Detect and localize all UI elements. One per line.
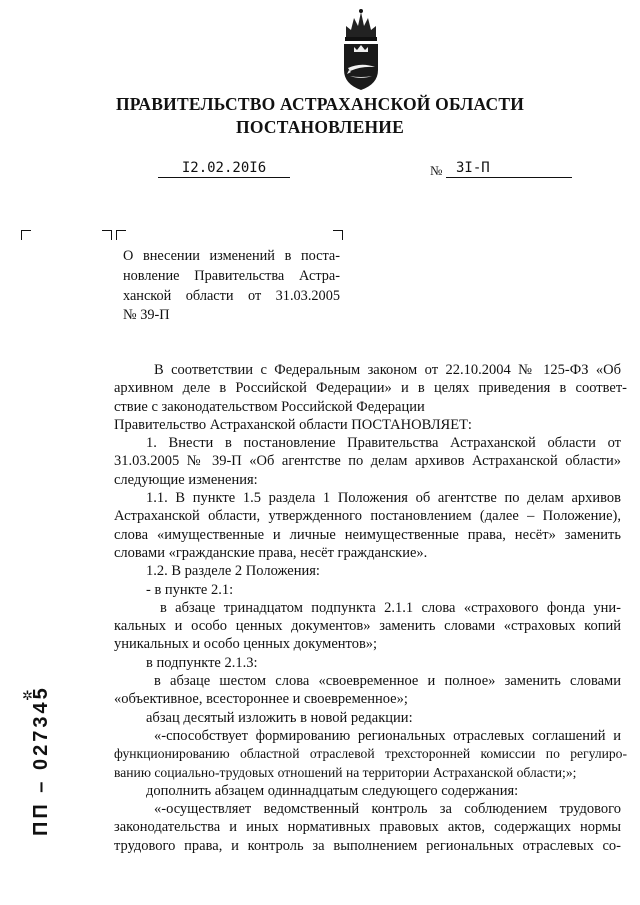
- body-line: ванию социально-трудовых отношений на территории Астраханской области;»;: [114, 764, 577, 780]
- body-line: в подпункте 2.1.3:: [146, 654, 258, 671]
- body-line: следующие изменения:: [114, 471, 258, 488]
- subject-line: О внесении изменений в поста-: [123, 248, 340, 264]
- body-line: трудового права, и контроль за выполнением региональных отраслевых со-: [114, 837, 621, 854]
- government-title: ПРАВИТЕЛЬСТВО АСТРАХАНСКОЙ ОБЛАСТИ: [115, 94, 525, 114]
- corner-mark: [116, 230, 126, 240]
- document-type: ПОСТАНОВЛЕНИЕ: [236, 117, 404, 137]
- body-line: ствие с законодательством Российской Федерации: [114, 398, 425, 415]
- body-line: дополнить абзацем одиннадцатым следующего содержания:: [146, 782, 519, 799]
- body-line: слова «имущественные и личные неимущественные права, несёт» заменить: [114, 526, 621, 543]
- number-label: №: [430, 163, 443, 178]
- margin-registration-code: ПП – 027345: [30, 685, 52, 836]
- document-number: 3I-П: [446, 160, 572, 178]
- body-line: функционированию областной отраслевой трехсторонней комиссии по регулиро-: [114, 746, 627, 762]
- corner-mark: [333, 230, 343, 240]
- body-line: 1.1. В пункте 1.5 раздела 1 Положения об агентстве по делам архивов: [146, 490, 621, 507]
- body-line: законодательства и иных нормативных правовых актов, содержащих нормы: [114, 819, 621, 836]
- body-line: «-способствует формированию региональных отраслевых соглашений и: [154, 727, 621, 744]
- body-line: Астраханской области, утвержденного постановлением (далее – Положение),: [114, 508, 621, 525]
- body-line: абзац десятый изложить в новой редакции:: [146, 709, 413, 726]
- corner-mark: [102, 230, 112, 240]
- body-line: 31.03.2005 № 39-П «Об агентстве по делам архивов Астраханской области»: [114, 453, 621, 470]
- document-body: [114, 361, 627, 855]
- corner-mark: [21, 230, 31, 240]
- subject-line: № 39-П: [123, 307, 170, 324]
- body-line: «объективное, всестороннее и своевременное»;: [114, 691, 408, 708]
- body-line: архивном деле в Российской Федерации» и в целях приведения в соответ-: [114, 380, 627, 397]
- subject-line: новление Правительства Астра-: [123, 267, 340, 284]
- document-subject: [123, 247, 340, 326]
- body-line: уникальных и особо ценных документов»;: [114, 636, 378, 653]
- subject-line: ханской области от 31.03.2005: [123, 287, 340, 304]
- body-line: В соответствии с Федеральным законом от 22.10.2004 № 125-ФЗ «Об: [154, 362, 621, 378]
- body-line: Правительство Астраханской области ПОСТАНОВЛЯЕТ:: [114, 416, 472, 433]
- body-line: - в пункте 2.1:: [146, 581, 234, 598]
- body-line: кальных и особо ценных документов» заменить словами «страховых копий: [114, 618, 621, 635]
- body-line: 1.2. В разделе 2 Положения:: [146, 563, 320, 580]
- body-line: «-осуществляет ведомственный контроль за соблюдением трудового: [154, 801, 621, 818]
- body-line: словами «гражданские права, несёт гражданские».: [114, 544, 428, 561]
- ornament-icon: ✲: [22, 688, 33, 703]
- coat-of-arms-emblem: [338, 8, 384, 92]
- body-line: в абзаце тринадцатом подпункта 2.1.1 слова «страхового фонда уни-: [160, 599, 621, 616]
- document-date: I2.02.20I6: [158, 160, 290, 178]
- body-line: в абзаце шестом слова «своевременное и полное» заменить словами: [154, 673, 621, 690]
- body-line: 1. Внести в постановление Правительства Астраханской области от: [146, 435, 621, 452]
